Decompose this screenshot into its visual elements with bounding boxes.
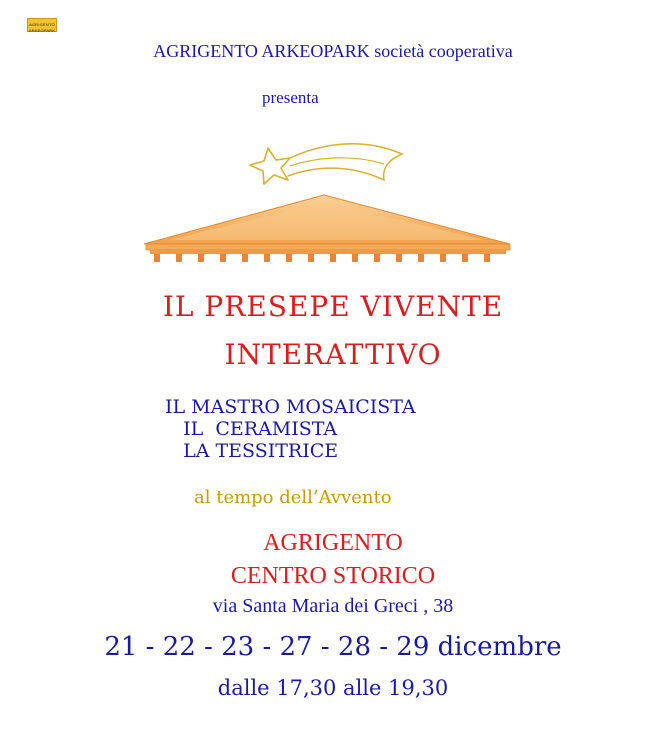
temple-pediment-icon	[144, 195, 510, 262]
event-title-line1: IL PRESEPE VIVENTE	[162, 290, 504, 323]
event-dates: 21 - 22 - 23 - 27 - 28 - 29 dicembre	[104, 632, 562, 662]
event-title-line2: INTERATTIVO	[224, 338, 442, 371]
craft-item: IL CERAMISTA	[165, 418, 338, 440]
organization-name: AGRIGENTO ARKEOPARK società cooperativa	[153, 41, 513, 61]
period-text: al tempo dell’Avvento	[194, 487, 392, 508]
craft-item: IL MASTRO MOSAICISTA	[165, 396, 416, 418]
city-name: AGRIGENTO	[263, 530, 403, 556]
logo-text: AGRIGENTO ARKEOPARK	[28, 22, 56, 33]
comet-star-icon	[250, 144, 402, 184]
district-name: CENTRO STORICO	[230, 563, 436, 589]
crafts-list	[165, 396, 416, 462]
street-address: via Santa Maria dei Greci , 38	[212, 595, 454, 617]
arkeopark-logo	[27, 18, 57, 32]
temple-with-comet-illustration	[140, 140, 514, 266]
presents-label: presenta	[262, 88, 319, 107]
craft-item: LA TESSITRICE	[165, 440, 339, 462]
event-hours: dalle 17,30 alle 19,30	[217, 676, 449, 700]
